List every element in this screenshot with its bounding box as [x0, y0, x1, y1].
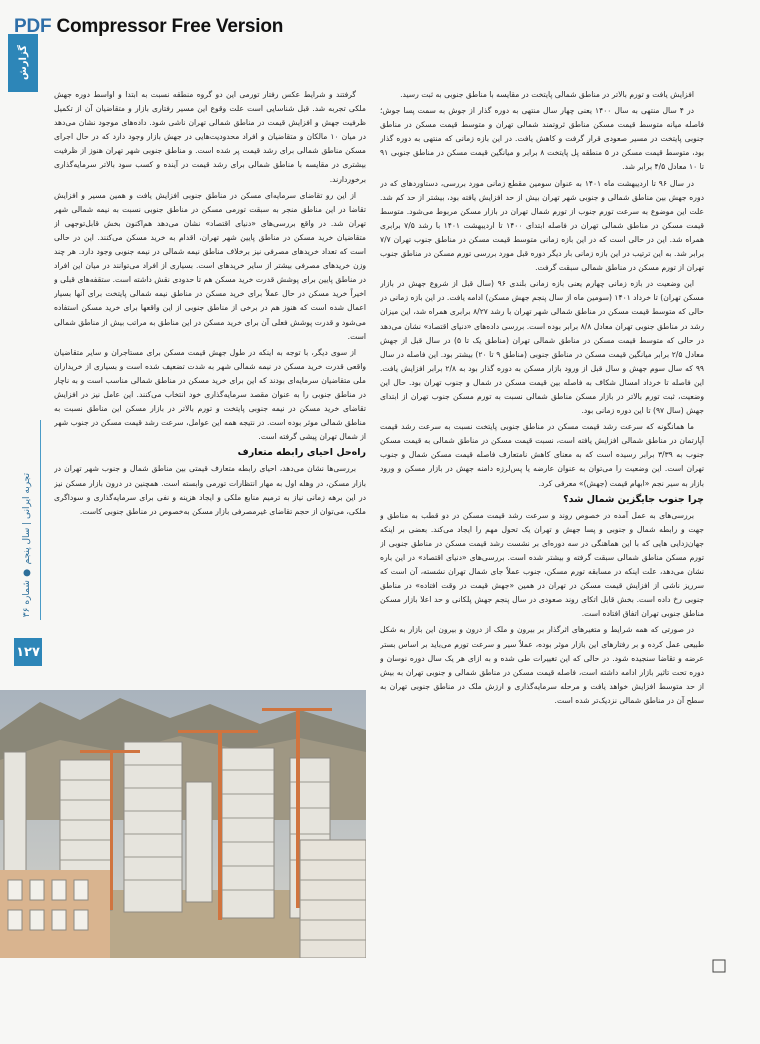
article-column-right [380, 88, 704, 954]
corner-marker [712, 958, 726, 972]
paragraph: در ۴ سال منتهی به سال ۱۴۰۰ یعنی چهار سال منتهی به دوره گذار از جوش به سمت پسا جوش؛ فاصله میانه متوسط قیمت مسکن مناطق ثروتمند شمالی تهران و متوسط قیمت مسکن در مناطق جنوبی پایتخت در مسیر صعودی قرار گرفت و کاهش یافت. در این بازه زمانی که منتهی به دوره گذار بود، متوسط قیمت مسکن در ۵ منطقه پل پایتخت ۸ برابر و میانگین قیمت مسکن در مناطق جنوبی ۹۱ تا ۱۰ معادل ۴/۵ برابر شد. [380, 106, 704, 172]
magazine-issue-label: تجربه ایرانی | سال پنجم ● شماره ۳۶ [22, 472, 32, 618]
paragraph: بررسی‌ها نشان می‌دهد، احیای رابطه متعارف قیمتی بین مناطق شمال و جنوب شهر تهران در بازار مسکن، در وهله اول به مهار انتظارات تورمی وابسته است. همچنین در درون بازار مسکن نیز در این برهه زمانی نیاز به ترمیم منابع ملکی و ایجاد هزینه و نفی برای سرمایه‌گذاری و سوداگری ملکی، می‌توان از حجم تقاضای غیرمصرفی بازار مسکن به‌خصوص در مناطق جنوبی کاست. [54, 464, 366, 516]
paragraph: در سال ۹۶ تا اردیبهشت ماه ۱۴۰۱ به عنوان سومین مقطع زمانی مورد بررسی، دستاوردهای که در دوره جهش بین مناطق شمالی و جنوبی شهر تهران بیش از حد افزایش یافته بود، بیشتر از حد کم شد. علت این موضوع به سرعت تورم جنوب از تورم شمال تهران در بازار مسکن مربوط می‌شود. متوسط قیمت مسکن در مناطق شمالی تهران در فاصله ابتدای ۱۴۰۰ تا اردیبهشت ۱۴۰۱ با رشد ۷/۵ برابری همراه شد. این در حالی است که در این بازه زمانی متوسط قیمت مسکن در مناطق جنوب تهران ۷/۷ برابر شد. به این ترتیب در این بازه زمانی بار دیگر دوره قبل مورد بررسی تورم مسکن در مناطق جنوب تهران از تورم مسکن در مناطق شمالی سبقت گرفت. [380, 178, 704, 273]
construction-photo [0, 690, 366, 958]
paragraph: گرفتند و شرایط عکس رفتار تورمی این دو گروه منطقه نسبت به ابتدا و اواسط دوره جهش ملکی تجربه شد. قبل شناسایی است علت وقوع این مسیر رفتاری بازار و متقاضیان آن از تکمیل ظرفیت جهش و افزایش قیمت در مناطق شمالی تهران ناشی شود. داده‌های موجود نشان می‌دهد در میان ۱۰ مالکان و متقاضیان و افراد محدودیت‌هایی در جهش بازار وجود دارد که در حال اجرای مسکن مناطق شمالی برای رشد قیمت پر شده است. و مناطق جنوبی شهر تهران هنوز از ظرفیت بیشتری در مقایسه با مناطق شمالی برای رشد قیمت در آینده و کسب سود بالاتر سرمایه‌گذاری برخوردارند. [54, 90, 366, 184]
paragraph: در صورتی که همه شرایط و متغیرهای اثرگذار بر بیرون و ملک از درون و بیرون این بازار به شکل طبیعی عمل کرده و بر رفتارهای این بازار موثر بوده، عملاً سیر و سرعت تورم می‌باید بر اساس بستر عرضه و تقاضا سنجیده شود. در حالی که این تغییرات طی شده و به ازای هر یک سال دوره نوسان و دوره تحت تاثیر بازار ادامه داشته است، فاصله قیمت مسکن در مناطق شمالی و جنوبی تهران به بیش از حد متوسط افزایش خواهد یافت و مرحله سرمایه‌گذاری و ارزش ملک در مناطق جنوبی تهران به سطح آن در مناطق شمالی نزدیک‌تر شده است. [380, 625, 704, 705]
section-tab: گزارش [8, 34, 38, 92]
page-number: ۱۲۷ [14, 638, 42, 666]
article-column-left [54, 88, 366, 684]
paragraph: از این رو تقاضای سرمایه‌ای مسکن در مناطق جنوبی افزایش یافت و همین مسیر و افزایش تقاضا در این مناطق منجر به سبقت تورمی مسکن در مناطق جنوبی نسبت به نیمه شمالی شهر تهران شد. در واقع بررسی‌های «دنیای اقتصاد» نشان می‌دهد هم‌اکنون بخش قابل‌توجهی از متقاضیان خرید مسکن در مناطق پایین شهر تهران، اقدام به خرید مسکن می‌کنند. این در حالی است که تعداد خریدهای مصرفی نیز برخلاف مناطق نیمه شمالی در نیمه جنوبی وجود دارد. هر چند وزن خریدهای مصرفی بیشتر از سایر خریدهای است. بسیاری از افراد می‌توانند در میان این افراد در مناطق پایین برای پوشش قدرت خرید مسکن هم تا حدودی نقش داشته است. ستقفه‌های قبلی و اخیراً خرید مسکن در حال عملاً برای خرید مسکن در مناطق نیمه شمالی پایتخت برای آنها بسیار اعمال شده است که هنوز هم در برخی از مناطق جنوبی از این واقعها برای خرید مسکن استفاده می‌شود و قدرت پوشش فعلی آن برای خرید مسکن در این مناطق به مراتب بیش از مناطق شمالی است. [54, 190, 366, 341]
paragraph: این وضعیت در بازه زمانی چهارم یعنی بازه زمانی بلندی ۹۶ (سال قبل از شروع جهش در بازار مسکن تهران) تا خرداد ۱۴۰۱ (سومین ماه از سال پنجم جهش مسکن) ادامه یافت. در این بازه زمانی در حالی که متوسط قیمت مسکن در مناطق شمالی شهر تهران با رشد ۸/۲۷ برابری همراه شد، این میزان رشد در مناطق جنوبی تهران معادل ۸/۸ برابر بوده است. بررسی داده‌های «دنیای اقتصاد» نشان می‌دهد در حالی که متوسط قیمت مسکن در مناطق شمالی تهران (مناطق یک تا ۵) در سال قبل از جهش معادل ۲/۵ برابر میانگین قیمت مسکن در مناطق جنوبی (مناطق ۹ تا ۲۰) بیشتر بود. این فاصله در سال ۹۹ که سال سوم جهش و سال قبل از ورود بازار مسکن به دوره گذار بود به ۲/۸ برابر افزایش یافت. این فاصله تا خرداد امسال شکاف به فاصله بین قیمت مسکن در شمال و جنوب تهران بود. حال این وضعیت، ثبت تورم بالاتر در بازار مسکن مناطق شمالی نسبت به تورم مسکن جنوب تهران از ابتدای جهش (سال ۹۷) تا این دوره زمانی بود. [380, 279, 704, 416]
paragraph: افزایش یافت و تورم بالاتر در مناطق شمالی پایتخت در مقایسه با مناطق جنوبی به ثبت رسید. [400, 90, 694, 99]
section-heading: چرا جنوب جایگزین شمال شد؟ [563, 493, 704, 505]
paragraph: ما همانگونه که سرعت رشد قیمت مسکن در مناطق جنوبی پایتخت نسبت به سرعت رشد قیمت آپارتمان در مناطق شمالی افزایش یافته است، نسبت قیمت مسکن در مناطق شمالی به قیمت مسکن جنوب به ۳/۳۹ برابر رسیده است که به معنای کاهش نامتعارف فاصله قیمت مسکن شمال و جنوب تهران است. این وضعیت را می‌توان به عنوان عارضه یا پس‌لرزه دامنه جهش در بازار مسکن و ورود بازار به سیر نجم «ابهام قیمت (جهش)» معرفی کرد. [380, 422, 704, 488]
section-heading: راه‌حل احیای رابطه متعارف [237, 447, 366, 459]
side-divider [40, 420, 41, 620]
paragraph: از سوی دیگر، با توجه به اینکه در طول جهش قیمت مسکن برای مستاجران و سایر متقاضیان واقعی قدرت خرید مسکن در نیمه شمالی شهر به شدت تضعیف شده است و بسیاری از خریداران ملی متقاضیان سرمایه‌ای بودند که این برای خرید مسکن در مناطق شمالی مناسب است و به ناچار در مناطق جنوبی را به عنوان مقصد سرمایه‌گذاری خود انتخاب می‌کنند. این عامل نیز در افزایش تقاضای خرید مسکن در نیمه جنوبی پایتخت و تورم بالاتر در بازار مسکن این مناطق نسبت به مناطق شمالی موثر بوده است. در نتیجه همه این عوامل، سرعت رشد قیمت مسکن در جنوب شهر از شمال تهران پیشی گرفته است. [54, 347, 366, 442]
pdf-compressor-watermark: PDF Compressor Free Version [14, 16, 284, 37]
paragraph: بررسی‌های به عمل آمده در خصوص روند و سرعت رشد قیمت مسکن در دو قطب به مناطق و جهت و رابطه شمال و جنوبی و پسا جهش و تهران یک تحول مهم را ایجاد می‌کند. بعضی بر اینکه جهان‌زدایی هایی که با این هماهنگی در سه دوره‌ای بر نشست رشد قیمت مسکن در مناطق جنوبی از تورم مسکن مناطق شمالی سبقت گرفته و بیشتر شده است. بررسی‌های «دنیای اقتصاد» در این باره نشان می‌دهد، علت اینکه در مسابقه تورم مسکن، جنوب عملاً جای شمال تهران نشسته، آن است که سرریز ناشی از افزایش قیمت مسکن در تهران در همین «جهش قیمت در وقت افتاده» در مناطق جنوبی رخ داده است. بخش قابل اتکای روند صعودی در سال پنجم جهش پلکانی و حد اعلا بازار مسکن مناطق جنوبی تهران اتفاق افتاده است. [380, 510, 704, 619]
